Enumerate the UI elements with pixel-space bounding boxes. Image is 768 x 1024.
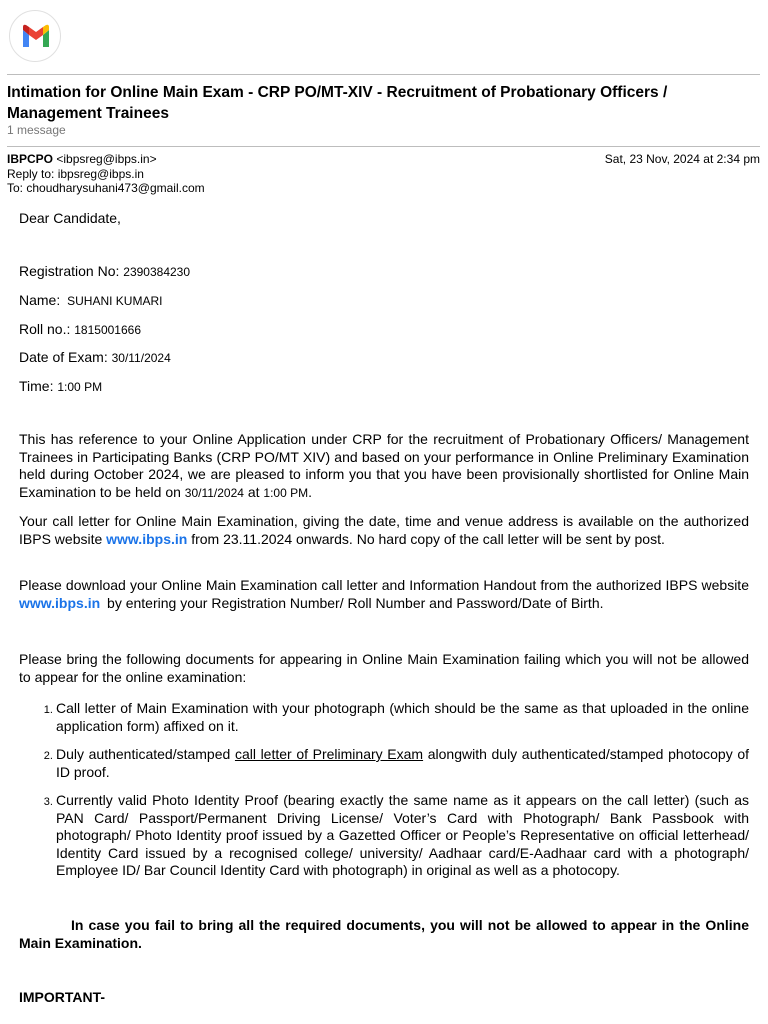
warning-note: In case you fail to bring all the required documents, you will not be allowed to appear in the Online Main Examination. xyxy=(19,917,749,951)
email-date: Sat, 23 Nov, 2024 at 2:34 pm xyxy=(604,152,760,166)
para2-start: Your call letter for Online Main Examination, giving the date, time and venue address is available on the authorized IBPS website xyxy=(19,513,749,547)
registration-value: 2390384230 xyxy=(123,265,191,279)
sender-line xyxy=(7,152,205,167)
important-heading: IMPORTANT- xyxy=(19,989,106,1005)
roll-label: Roll no.: xyxy=(19,321,71,337)
gmail-logo xyxy=(9,10,61,62)
paragraph-shortlisted xyxy=(19,431,749,502)
ibps-website-link[interactable]: www.ibps.in xyxy=(106,530,188,547)
gmail-icon xyxy=(21,24,51,48)
list-item: 1. Call letter of Main Examination with your photograph (which should be the same as that uploaded in the online application form) affixed on it. xyxy=(56,700,749,735)
para1-date: 30/11/2024 xyxy=(184,485,244,500)
list-item xyxy=(56,746,749,781)
paragraph-call-letter xyxy=(19,513,749,548)
exam-date-row xyxy=(19,349,171,365)
exam-date-value: 30/11/2024 xyxy=(111,351,171,365)
sender-email[interactable]: <ibpsreg@ibps.in> xyxy=(56,152,157,166)
roll-row xyxy=(19,321,141,337)
time-row xyxy=(19,378,102,394)
name-row xyxy=(19,292,162,308)
header-divider xyxy=(7,146,760,147)
time-value: 1:00 PM xyxy=(57,380,103,394)
para1-end: . xyxy=(308,483,313,500)
email-meta xyxy=(7,152,205,196)
paragraph-download xyxy=(19,577,749,612)
greeting: Dear Candidate, xyxy=(19,210,121,226)
para1-text: This has reference to your Online Application under CRP for the recruitment of Probationary Officers/ Management Trainees in Participating Banks (CRP PO/MT XIV) and based on your performance in Online Preliminary Examination held during October 2024, we are pleased to inform you that you have been provisionally shortlisted for Online Main Examination to be held on xyxy=(19,431,749,500)
ibps-website-link-2[interactable]: www.ibps.in xyxy=(19,594,101,611)
name-label: Name: xyxy=(19,292,61,308)
name-value: SUHANI KUMARI xyxy=(67,294,163,308)
para1-at: at xyxy=(247,483,260,500)
sender-name: IBPCPO xyxy=(7,152,54,166)
roll-value: 1815001666 xyxy=(74,323,141,337)
para1-time: 1:00 PM xyxy=(263,485,309,500)
para3-end: by entering your Registration Number/ Roll Number and Password/Date of Birth. xyxy=(107,594,604,611)
paragraph-documents: Please bring the following documents for appearing in Online Main Examination failing which you will not be allowed to appear for the online examination: xyxy=(19,651,749,685)
item2-underline: call letter of Preliminary Exam xyxy=(234,746,424,762)
item2-end: alongwith duly authenticated/stamped photocopy of ID proof. xyxy=(56,746,750,780)
para2-end: from 23.11.2024 onwards. No hard copy of the call letter will be sent by post. xyxy=(191,530,665,547)
message-count: 1 message xyxy=(7,123,66,137)
exam-date-label: Date of Exam: xyxy=(19,349,108,365)
email-subject: Intimation for Online Main Exam - CRP PO/MT-XIV - Recruitment of Probationary Officers / Management Trainees xyxy=(7,84,668,122)
registration-row xyxy=(19,263,190,279)
top-divider xyxy=(7,74,760,75)
para3-start: Please download your Online Main Examination call letter and Information Handout from the authorized IBPS website xyxy=(19,577,749,593)
documents-list xyxy=(19,700,749,891)
list-item: 3. Currently valid Photo Identity Proof (bearing exactly the same name as it appears on the call letter) (such as PAN Card/ Passport/Permanent Driving License/ Voter’s Card with Photograph/ Bank Passbook with photograph/ Photo Identity proof issued by a Gazetted Officer or People’s Representative on official letterhead/ Identity Card issued by a recognised college/ university/ Aadhaar card/E-Aadhaar card with a photograph/ Employee ID/ Bar Council Identity Card with photograph) in original as well as a photocopy. xyxy=(56,792,749,880)
time-label: Time: xyxy=(19,378,54,394)
to-recipient: To: choudharysuhani473@gmail.com xyxy=(7,181,205,195)
item2-start: Duly authenticated/stamped xyxy=(56,746,231,762)
reply-to: Reply to: ibpsreg@ibps.in xyxy=(7,166,144,181)
registration-label: Registration No: xyxy=(19,263,120,279)
